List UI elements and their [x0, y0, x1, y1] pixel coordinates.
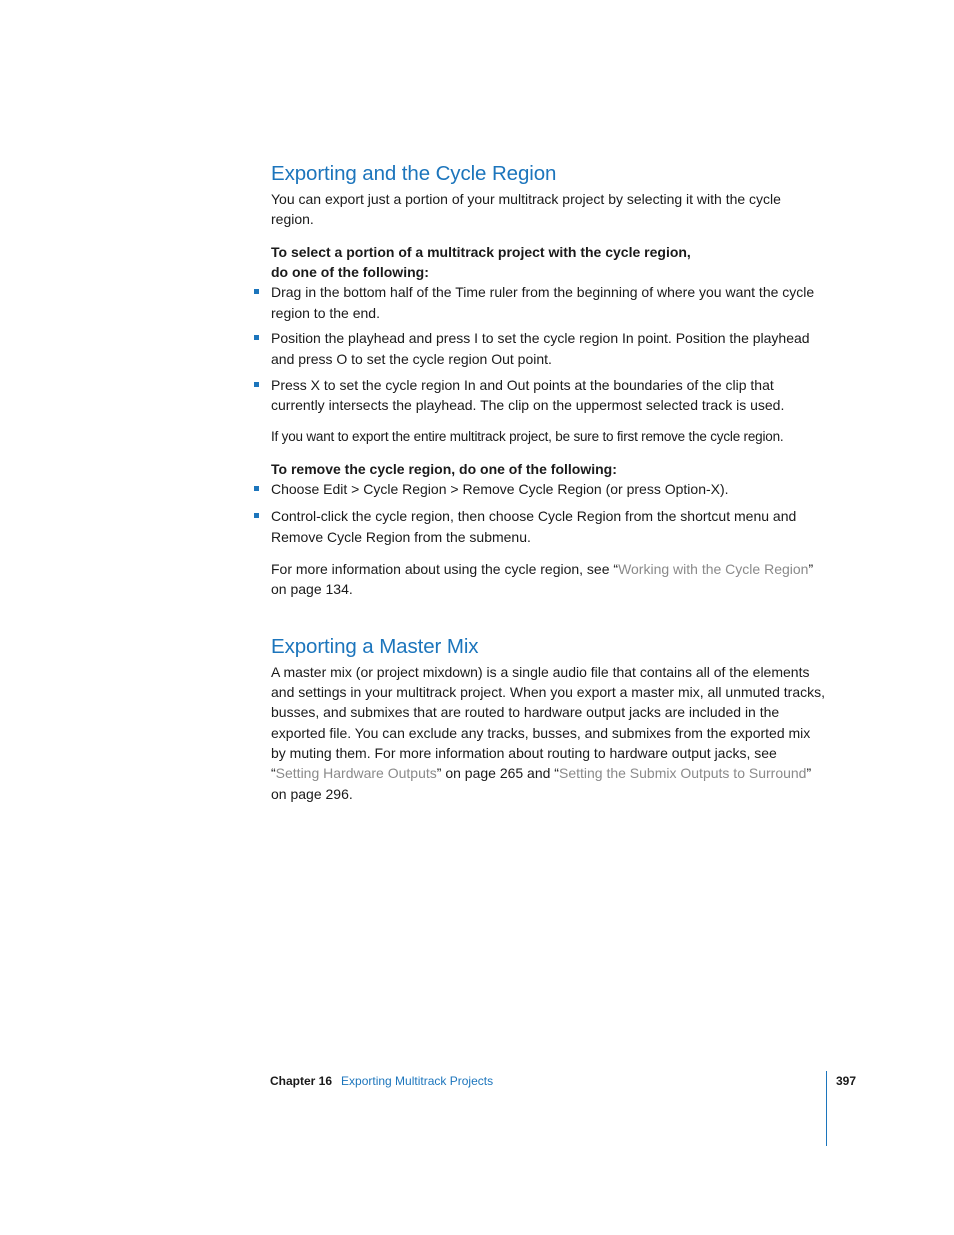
list-item-text: Position the playhead and press I to set the cycle region In point. Position the playhead and press O to set the cycle region Out point.	[271, 330, 810, 367]
link-working-with-cycle-region[interactable]: Working with the Cycle Region	[618, 561, 809, 578]
list-item	[271, 328, 827, 369]
more-info-prefix: For more information about using the cycle region, see “	[271, 561, 619, 578]
list-item-text: Drag in the bottom half of the Time ruler from the beginning of where you want the cycle region to the end.	[271, 284, 815, 321]
more-info-suffix: ” on page 134.	[271, 561, 814, 598]
list-item	[271, 506, 827, 547]
remove-cycle-region-list	[271, 479, 827, 547]
list-item-text: Press X to set the cycle region In and Out points at the boundaries of the clip that currently intersects the playhead. The clip on the uppermost selected track is used.	[271, 376, 785, 414]
select-portion-list	[271, 282, 827, 416]
bullet-square-icon	[254, 382, 259, 387]
list-item-text: Choose Edit > Cycle Region > Remove Cycle Region (or press Option-X).	[271, 481, 729, 498]
section-heading-master-mix: Exporting a Master Mix	[271, 634, 479, 658]
page-footer	[270, 1073, 493, 1089]
task-lead-line-1: To select a portion of a multitrack project with the cycle region,	[271, 243, 691, 260]
bullet-square-icon	[254, 486, 259, 491]
footer-divider	[826, 1071, 827, 1146]
task-lead-remove-cycle-region: To remove the cycle region, do one of the following:	[271, 461, 617, 478]
bullet-square-icon	[254, 335, 259, 340]
master-mix-body-prefix: A master mix (or project mixdown) is a single audio file that contains all of the elements and settings in your multitrack project. When you export a master mix, all unmuted tracks, busses, and submixes that are routed to hardware output jacks are included in the exported file. You can exclude any tracks, busses, and submixes from the exported mix by muting them. For more information about routing to hardware output jacks, see “	[271, 663, 826, 782]
footer-chapter-title[interactable]: Exporting Multitrack Projects	[341, 1074, 494, 1088]
cycle-region-intro: You can export just a portion of your multitrack project by selecting it with the cycle region.	[271, 191, 781, 228]
section-heading-cycle-region: Exporting and the Cycle Region	[271, 162, 557, 185]
list-item	[271, 282, 827, 323]
more-info-paragraph	[271, 559, 827, 600]
list-item	[271, 375, 827, 416]
task-lead-line-2: do one of the following:	[271, 263, 429, 280]
task-lead-select-portion	[271, 242, 827, 283]
link-setting-hardware-outputs[interactable]: Setting Hardware Outputs	[275, 765, 437, 782]
list-item-text: Control-click the cycle region, then choose Cycle Region from the shortcut menu and Remove Cycle Region from the submenu.	[271, 507, 797, 545]
bullet-square-icon	[254, 513, 259, 518]
page-number: 397	[836, 1074, 857, 1088]
footer-chapter-label: Chapter 16	[270, 1074, 333, 1088]
bullet-square-icon	[254, 289, 259, 294]
note-remove-cycle-region: If you want to export the entire multitrack project, be sure to first remove the cycle region.	[271, 428, 784, 444]
master-mix-body-suffix: ” on page 296.	[271, 765, 812, 802]
list-item	[271, 479, 827, 500]
page-content	[271, 160, 827, 804]
link-setting-submix-outputs[interactable]: Setting the Submix Outputs to Surround	[558, 765, 807, 782]
master-mix-body	[271, 662, 827, 804]
master-mix-body-mid: ” on page 265 and “	[436, 765, 559, 782]
